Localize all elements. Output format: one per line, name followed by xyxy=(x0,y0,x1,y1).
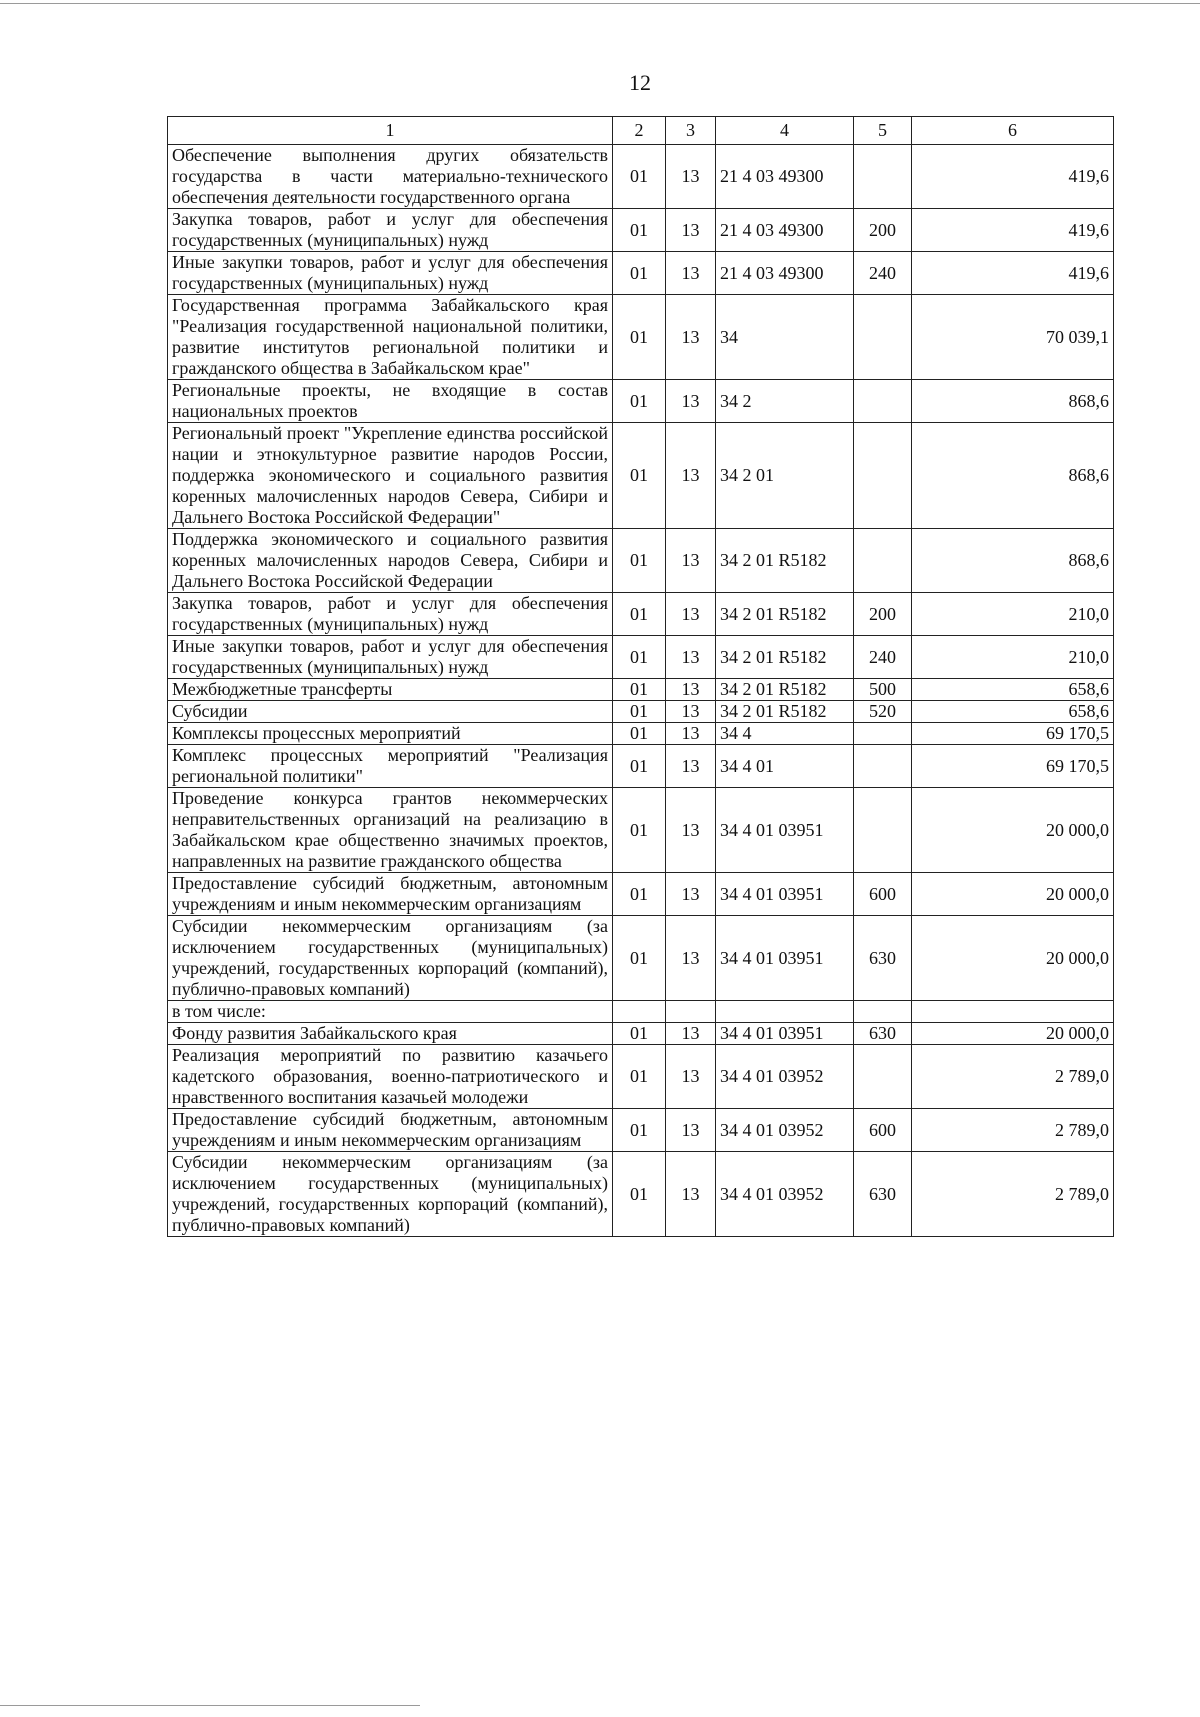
cell-section: 01 xyxy=(613,252,666,295)
cell-expense-type xyxy=(854,380,912,423)
cell-amount: 2 789,0 xyxy=(912,1152,1114,1237)
cell-amount: 658,6 xyxy=(912,679,1114,701)
cell-amount: 69 170,5 xyxy=(912,723,1114,745)
cell-section: 01 xyxy=(613,636,666,679)
table-row xyxy=(168,1152,1114,1237)
cell-amount: 20 000,0 xyxy=(912,916,1114,1001)
cell-amount: 658,6 xyxy=(912,701,1114,723)
header-col-5: 5 xyxy=(854,117,912,145)
cell-amount: 419,6 xyxy=(912,252,1114,295)
cell-amount: 210,0 xyxy=(912,593,1114,636)
cell-name: Региональный проект "Укрепление единства российской нации и этнокультурное развитие народов России, поддержка экономического и социального развития коренных малочисленных народов Севера, Сибири и Дальнего Востока Российской Федерации" xyxy=(168,423,613,529)
cell-expense-type: 500 xyxy=(854,679,912,701)
cell-subsection: 13 xyxy=(666,788,716,873)
cell-subsection: 13 xyxy=(666,1152,716,1237)
cell-expense-type: 240 xyxy=(854,252,912,295)
cell-name: Комплексы процессных мероприятий xyxy=(168,723,613,745)
cell-name: Предоставление субсидий бюджетным, автономным учреждениям и иным некоммерческим организациям xyxy=(168,873,613,916)
header-col-2: 2 xyxy=(613,117,666,145)
cell-subsection: 13 xyxy=(666,380,716,423)
cell-name: Комплекс процессных мероприятий "Реализация региональной политики" xyxy=(168,745,613,788)
cell-section: 01 xyxy=(613,380,666,423)
cell-expense-type: 630 xyxy=(854,1023,912,1045)
cell-name: Государственная программа Забайкальского края "Реализация государственной национальной политики, развитие институтов региональной политики и гражданского общества в Забайкальском крае" xyxy=(168,295,613,380)
cell-target-article: 34 2 01 R5182 xyxy=(716,679,854,701)
cell-expense-type xyxy=(854,745,912,788)
cell-subsection: 13 xyxy=(666,701,716,723)
cell-subsection: 13 xyxy=(666,252,716,295)
table-row xyxy=(168,788,1114,873)
cell-subsection: 13 xyxy=(666,593,716,636)
cell-expense-type: 600 xyxy=(854,1109,912,1152)
cell-subsection: 13 xyxy=(666,679,716,701)
cell-amount: 419,6 xyxy=(912,145,1114,209)
cell-name: Иные закупки товаров, работ и услуг для обеспечения государственных (муниципальных) нужд xyxy=(168,252,613,295)
cell-name: Субсидии xyxy=(168,701,613,723)
cell-subsection: 13 xyxy=(666,723,716,745)
cell-amount: 868,6 xyxy=(912,380,1114,423)
cell-section: 01 xyxy=(613,209,666,252)
cell-name: Фонду развития Забайкальского края xyxy=(168,1023,613,1045)
cell-expense-type xyxy=(854,423,912,529)
cell-expense-type: 200 xyxy=(854,209,912,252)
table-row xyxy=(168,380,1114,423)
cell-target-article: 34 2 01 R5182 xyxy=(716,636,854,679)
scan-edge-top xyxy=(0,3,1200,4)
cell-section: 01 xyxy=(613,295,666,380)
cell-section: 01 xyxy=(613,701,666,723)
cell-target-article: 34 4 01 03951 xyxy=(716,873,854,916)
cell-expense-type xyxy=(854,788,912,873)
cell-expense-type: 630 xyxy=(854,1152,912,1237)
table-row xyxy=(168,636,1114,679)
scan-edge-bottom xyxy=(0,1705,420,1706)
cell-amount: 20 000,0 xyxy=(912,788,1114,873)
cell-target-article: 34 4 01 03951 xyxy=(716,916,854,1001)
cell-target-article xyxy=(716,1001,854,1023)
cell-expense-type: 630 xyxy=(854,916,912,1001)
cell-subsection: 13 xyxy=(666,745,716,788)
cell-section: 01 xyxy=(613,593,666,636)
cell-amount: 868,6 xyxy=(912,529,1114,593)
cell-subsection: 13 xyxy=(666,1109,716,1152)
cell-subsection: 13 xyxy=(666,1045,716,1109)
cell-subsection: 13 xyxy=(666,873,716,916)
cell-expense-type xyxy=(854,1045,912,1109)
cell-subsection: 13 xyxy=(666,636,716,679)
table-row xyxy=(168,1109,1114,1152)
table-row xyxy=(168,1023,1114,1045)
cell-expense-type xyxy=(854,295,912,380)
cell-section: 01 xyxy=(613,679,666,701)
cell-subsection: 13 xyxy=(666,423,716,529)
cell-name: Проведение конкурса грантов некоммерческих неправительственных организаций на реализацию в Забайкальском крае общественно значимых проектов, направленных на развитие гражданского общества xyxy=(168,788,613,873)
cell-name: Региональные проекты, не входящие в состав национальных проектов xyxy=(168,380,613,423)
cell-target-article: 34 4 01 03952 xyxy=(716,1045,854,1109)
cell-subsection: 13 xyxy=(666,916,716,1001)
cell-name: Обеспечение выполнения других обязательств государства в части материально-технического обеспечения деятельности государственного органа xyxy=(168,145,613,209)
cell-section: 01 xyxy=(613,1045,666,1109)
header-col-4: 4 xyxy=(716,117,854,145)
cell-section: 01 xyxy=(613,745,666,788)
cell-expense-type: 240 xyxy=(854,636,912,679)
cell-target-article: 34 2 xyxy=(716,380,854,423)
cell-name: Иные закупки товаров, работ и услуг для обеспечения государственных (муниципальных) нужд xyxy=(168,636,613,679)
cell-name: Поддержка экономического и социального развития коренных малочисленных народов Севера, Сибири и Дальнего Востока Российской Федерации xyxy=(168,529,613,593)
table-row xyxy=(168,701,1114,723)
cell-target-article: 34 4 xyxy=(716,723,854,745)
table-row xyxy=(168,252,1114,295)
cell-name: Субсидии некоммерческим организациям (за исключением государственных (муниципальных) учреждений, государственных корпораций (компаний), публично-правовых компаний) xyxy=(168,1152,613,1237)
header-col-3: 3 xyxy=(666,117,716,145)
cell-amount xyxy=(912,1001,1114,1023)
cell-amount: 868,6 xyxy=(912,423,1114,529)
page-number: 12 xyxy=(629,70,651,95)
cell-amount: 20 000,0 xyxy=(912,873,1114,916)
cell-subsection: 13 xyxy=(666,1023,716,1045)
cell-section: 01 xyxy=(613,723,666,745)
cell-name: Межбюджетные трансферты xyxy=(168,679,613,701)
table-row xyxy=(168,1045,1114,1109)
cell-name: Закупка товаров, работ и услуг для обеспечения государственных (муниципальных) нужд xyxy=(168,593,613,636)
cell-subsection: 13 xyxy=(666,295,716,380)
cell-subsection: 13 xyxy=(666,529,716,593)
table-row xyxy=(168,529,1114,593)
cell-target-article: 21 4 03 49300 xyxy=(716,209,854,252)
header-col-6: 6 xyxy=(912,117,1114,145)
cell-section: 01 xyxy=(613,423,666,529)
cell-name: Закупка товаров, работ и услуг для обеспечения государственных (муниципальных) нужд xyxy=(168,209,613,252)
cell-subsection: 13 xyxy=(666,209,716,252)
cell-expense-type xyxy=(854,1001,912,1023)
cell-section: 01 xyxy=(613,788,666,873)
cell-expense-type: 520 xyxy=(854,701,912,723)
cell-amount: 419,6 xyxy=(912,209,1114,252)
table-row xyxy=(168,723,1114,745)
cell-amount: 2 789,0 xyxy=(912,1109,1114,1152)
cell-expense-type: 600 xyxy=(854,873,912,916)
cell-target-article: 21 4 03 49300 xyxy=(716,145,854,209)
cell-expense-type xyxy=(854,723,912,745)
header-col-1: 1 xyxy=(168,117,613,145)
cell-subsection xyxy=(666,1001,716,1023)
cell-name: Предоставление субсидий бюджетным, автономным учреждениям и иным некоммерческим организациям xyxy=(168,1109,613,1152)
budget-table xyxy=(167,116,1114,1237)
table-row xyxy=(168,423,1114,529)
table-row xyxy=(168,209,1114,252)
cell-target-article: 34 2 01 R5182 xyxy=(716,701,854,723)
cell-amount: 210,0 xyxy=(912,636,1114,679)
cell-target-article: 21 4 03 49300 xyxy=(716,252,854,295)
cell-target-article: 34 4 01 xyxy=(716,745,854,788)
cell-target-article: 34 2 01 xyxy=(716,423,854,529)
cell-expense-type: 200 xyxy=(854,593,912,636)
table-row xyxy=(168,145,1114,209)
cell-target-article: 34 2 01 R5182 xyxy=(716,529,854,593)
cell-section: 01 xyxy=(613,529,666,593)
cell-amount: 70 039,1 xyxy=(912,295,1114,380)
cell-section: 01 xyxy=(613,1109,666,1152)
cell-section: 01 xyxy=(613,145,666,209)
cell-expense-type xyxy=(854,145,912,209)
cell-target-article: 34 2 01 R5182 xyxy=(716,593,854,636)
cell-subsection: 13 xyxy=(666,145,716,209)
cell-section: 01 xyxy=(613,1152,666,1237)
cell-target-article: 34 4 01 03952 xyxy=(716,1152,854,1237)
cell-section: 01 xyxy=(613,873,666,916)
table-row xyxy=(168,745,1114,788)
table-row xyxy=(168,593,1114,636)
cell-target-article: 34 4 01 03952 xyxy=(716,1109,854,1152)
cell-name: Реализация мероприятий по развитию казачьего кадетского образования, военно-патриотического и нравственного воспитания казачьей молодежи xyxy=(168,1045,613,1109)
cell-expense-type xyxy=(854,529,912,593)
table-row xyxy=(168,916,1114,1001)
table-row xyxy=(168,873,1114,916)
cell-section: 01 xyxy=(613,916,666,1001)
cell-amount: 69 170,5 xyxy=(912,745,1114,788)
table-row xyxy=(168,679,1114,701)
cell-target-article: 34 xyxy=(716,295,854,380)
cell-name: Субсидии некоммерческим организациям (за исключением государственных (муниципальных) учреждений, государственных корпораций (компаний), публично-правовых компаний) xyxy=(168,916,613,1001)
cell-target-article: 34 4 01 03951 xyxy=(716,1023,854,1045)
cell-name: в том числе: xyxy=(168,1001,613,1023)
table-row xyxy=(168,1001,1114,1023)
cell-section xyxy=(613,1001,666,1023)
table-row xyxy=(168,295,1114,380)
header-row xyxy=(168,117,1114,145)
cell-target-article: 34 4 01 03951 xyxy=(716,788,854,873)
cell-amount: 2 789,0 xyxy=(912,1045,1114,1109)
cell-section: 01 xyxy=(613,1023,666,1045)
cell-amount: 20 000,0 xyxy=(912,1023,1114,1045)
